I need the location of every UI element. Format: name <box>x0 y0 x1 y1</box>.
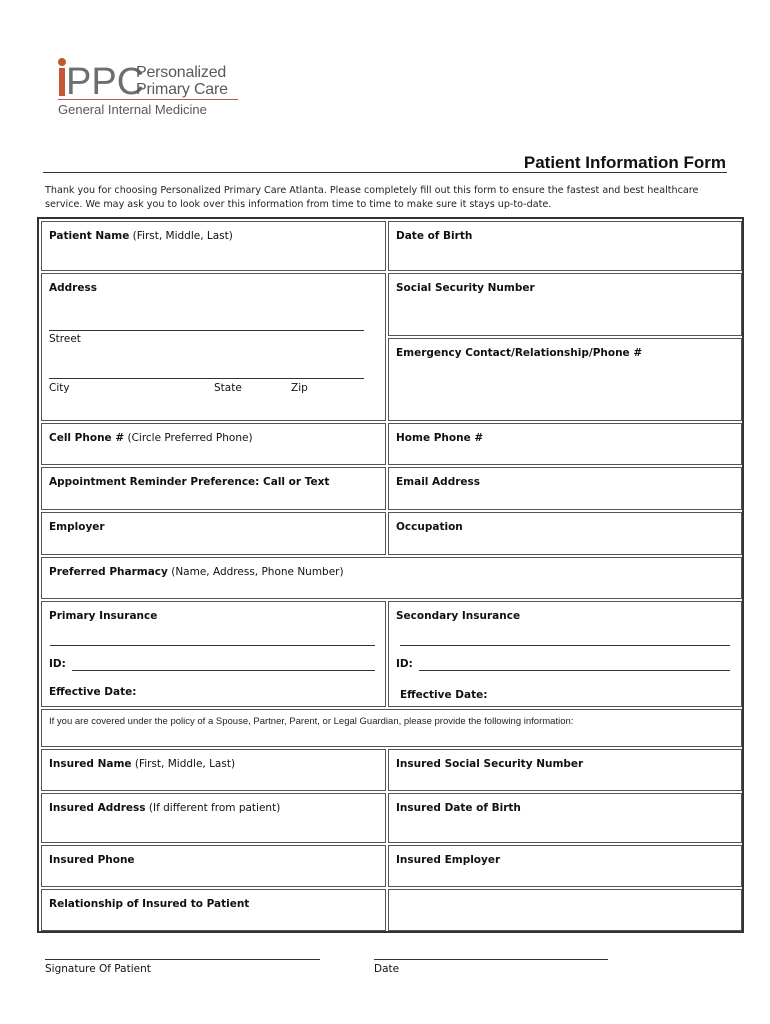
address-label: Address <box>49 282 97 294</box>
relationship-field[interactable] <box>41 889 386 931</box>
logo-name <box>136 64 228 98</box>
secondary-id-line <box>419 670 730 671</box>
insured-dob-label: Insured Date of Birth <box>396 802 521 814</box>
insured-employer-label: Insured Employer <box>396 854 501 866</box>
cell-phone-note: (Circle Preferred Phone) <box>127 432 253 444</box>
state-label: State <box>214 382 242 394</box>
relationship-label: Relationship of Insured to Patient <box>49 898 250 910</box>
date-line[interactable] <box>374 959 608 960</box>
city-line <box>49 378 364 379</box>
secondary-id-label: ID: <box>396 658 413 670</box>
pharmacy-field[interactable] <box>41 557 742 599</box>
occupation-field[interactable] <box>388 512 742 555</box>
primary-id-line <box>72 670 375 671</box>
ppc-logo-icon <box>52 54 145 103</box>
employer-field[interactable] <box>41 512 386 555</box>
secondary-insurance-field[interactable] <box>388 601 742 707</box>
street-label: Street <box>49 333 81 345</box>
address-field[interactable] <box>41 273 386 421</box>
employer-label: Employer <box>49 521 105 533</box>
covered-note: If you are covered under the policy of a Spouse, Partner, Parent, or Legal Guardian, please provide the following information: <box>49 716 574 727</box>
email-field[interactable] <box>388 467 742 510</box>
home-phone-label: Home Phone # <box>396 432 484 444</box>
insured-address-label: Insured Address <box>49 802 146 814</box>
home-phone-field[interactable] <box>388 423 742 465</box>
occupation-label: Occupation <box>396 521 463 533</box>
street-line <box>49 330 364 331</box>
insured-name-label: Insured Name <box>49 758 132 770</box>
ppc-logo <box>52 54 242 124</box>
date-label: Date <box>374 963 400 975</box>
insured-address-note: (If different from patient) <box>148 802 281 814</box>
primary-insurance-field[interactable] <box>41 601 386 707</box>
insured-employer-field[interactable] <box>388 845 742 887</box>
primary-effective-date-label: Effective Date: <box>49 686 137 698</box>
logo-subtitle: General Internal Medicine <box>58 102 207 117</box>
reminder-preference-label: Appointment Reminder Preference: Call or Text <box>49 476 330 488</box>
ssn-field[interactable] <box>388 273 742 336</box>
title-divider <box>43 172 727 173</box>
secondary-insurance-label: Secondary Insurance <box>396 610 521 622</box>
primary-insurance-line <box>50 645 375 646</box>
primary-id-label: ID: <box>49 658 66 670</box>
ssn-label: Social Security Number <box>396 282 535 294</box>
pharmacy-note: (Name, Address, Phone Number) <box>171 566 344 578</box>
logo-name-line2: Primary Care <box>136 81 228 98</box>
signature-label: Signature Of Patient <box>45 963 151 975</box>
insured-name-note: (First, Middle, Last) <box>134 758 236 770</box>
logo-initials: PPC <box>66 61 145 103</box>
insured-ssn-label: Insured Social Security Number <box>396 758 584 770</box>
zip-label: Zip <box>291 382 308 394</box>
emergency-contact-label: Emergency Contact/Relationship/Phone # <box>396 347 643 359</box>
page-title: Patient Information Form <box>523 153 726 172</box>
dob-field[interactable] <box>388 221 742 271</box>
signature-line[interactable] <box>45 959 320 960</box>
city-label: City <box>49 382 70 394</box>
cell-phone-label: Cell Phone # <box>49 432 125 444</box>
email-label: Email Address <box>396 476 481 488</box>
cell-phone-field[interactable] <box>41 423 386 465</box>
patient-name-note: (First, Middle, Last) <box>132 230 233 242</box>
logo-divider <box>58 99 238 100</box>
secondary-effective-date-label: Effective Date: <box>400 689 488 701</box>
insured-dob-field[interactable] <box>388 793 742 843</box>
secondary-insurance-line <box>400 645 730 646</box>
primary-insurance-label: Primary Insurance <box>49 610 158 622</box>
insured-phone-label: Insured Phone <box>49 854 135 866</box>
insured-ssn-field[interactable] <box>388 749 742 791</box>
patient-name-field[interactable] <box>41 221 386 271</box>
insured-phone-field[interactable] <box>41 845 386 887</box>
reminder-preference-field[interactable] <box>41 467 386 510</box>
insured-name-field[interactable] <box>41 749 386 791</box>
patient-name-label: Patient Name <box>49 230 130 242</box>
logo-name-line1: Personalized <box>136 64 227 81</box>
patient-info-form <box>37 217 744 933</box>
intro-text: Thank you for choosing Personalized Primary Care Atlanta. Please completely fill out this form to ensure the fastest and best healthcare service. We may ask you to look over this information from time to time to make sure it stays up-to-date. <box>45 185 699 210</box>
emergency-contact-field[interactable] <box>388 338 742 421</box>
dob-label: Date of Birth <box>396 230 473 242</box>
covered-note-row <box>41 709 742 747</box>
insured-address-field[interactable] <box>41 793 386 843</box>
pharmacy-label: Preferred Pharmacy <box>49 566 168 578</box>
relationship-value-field[interactable] <box>388 889 742 931</box>
